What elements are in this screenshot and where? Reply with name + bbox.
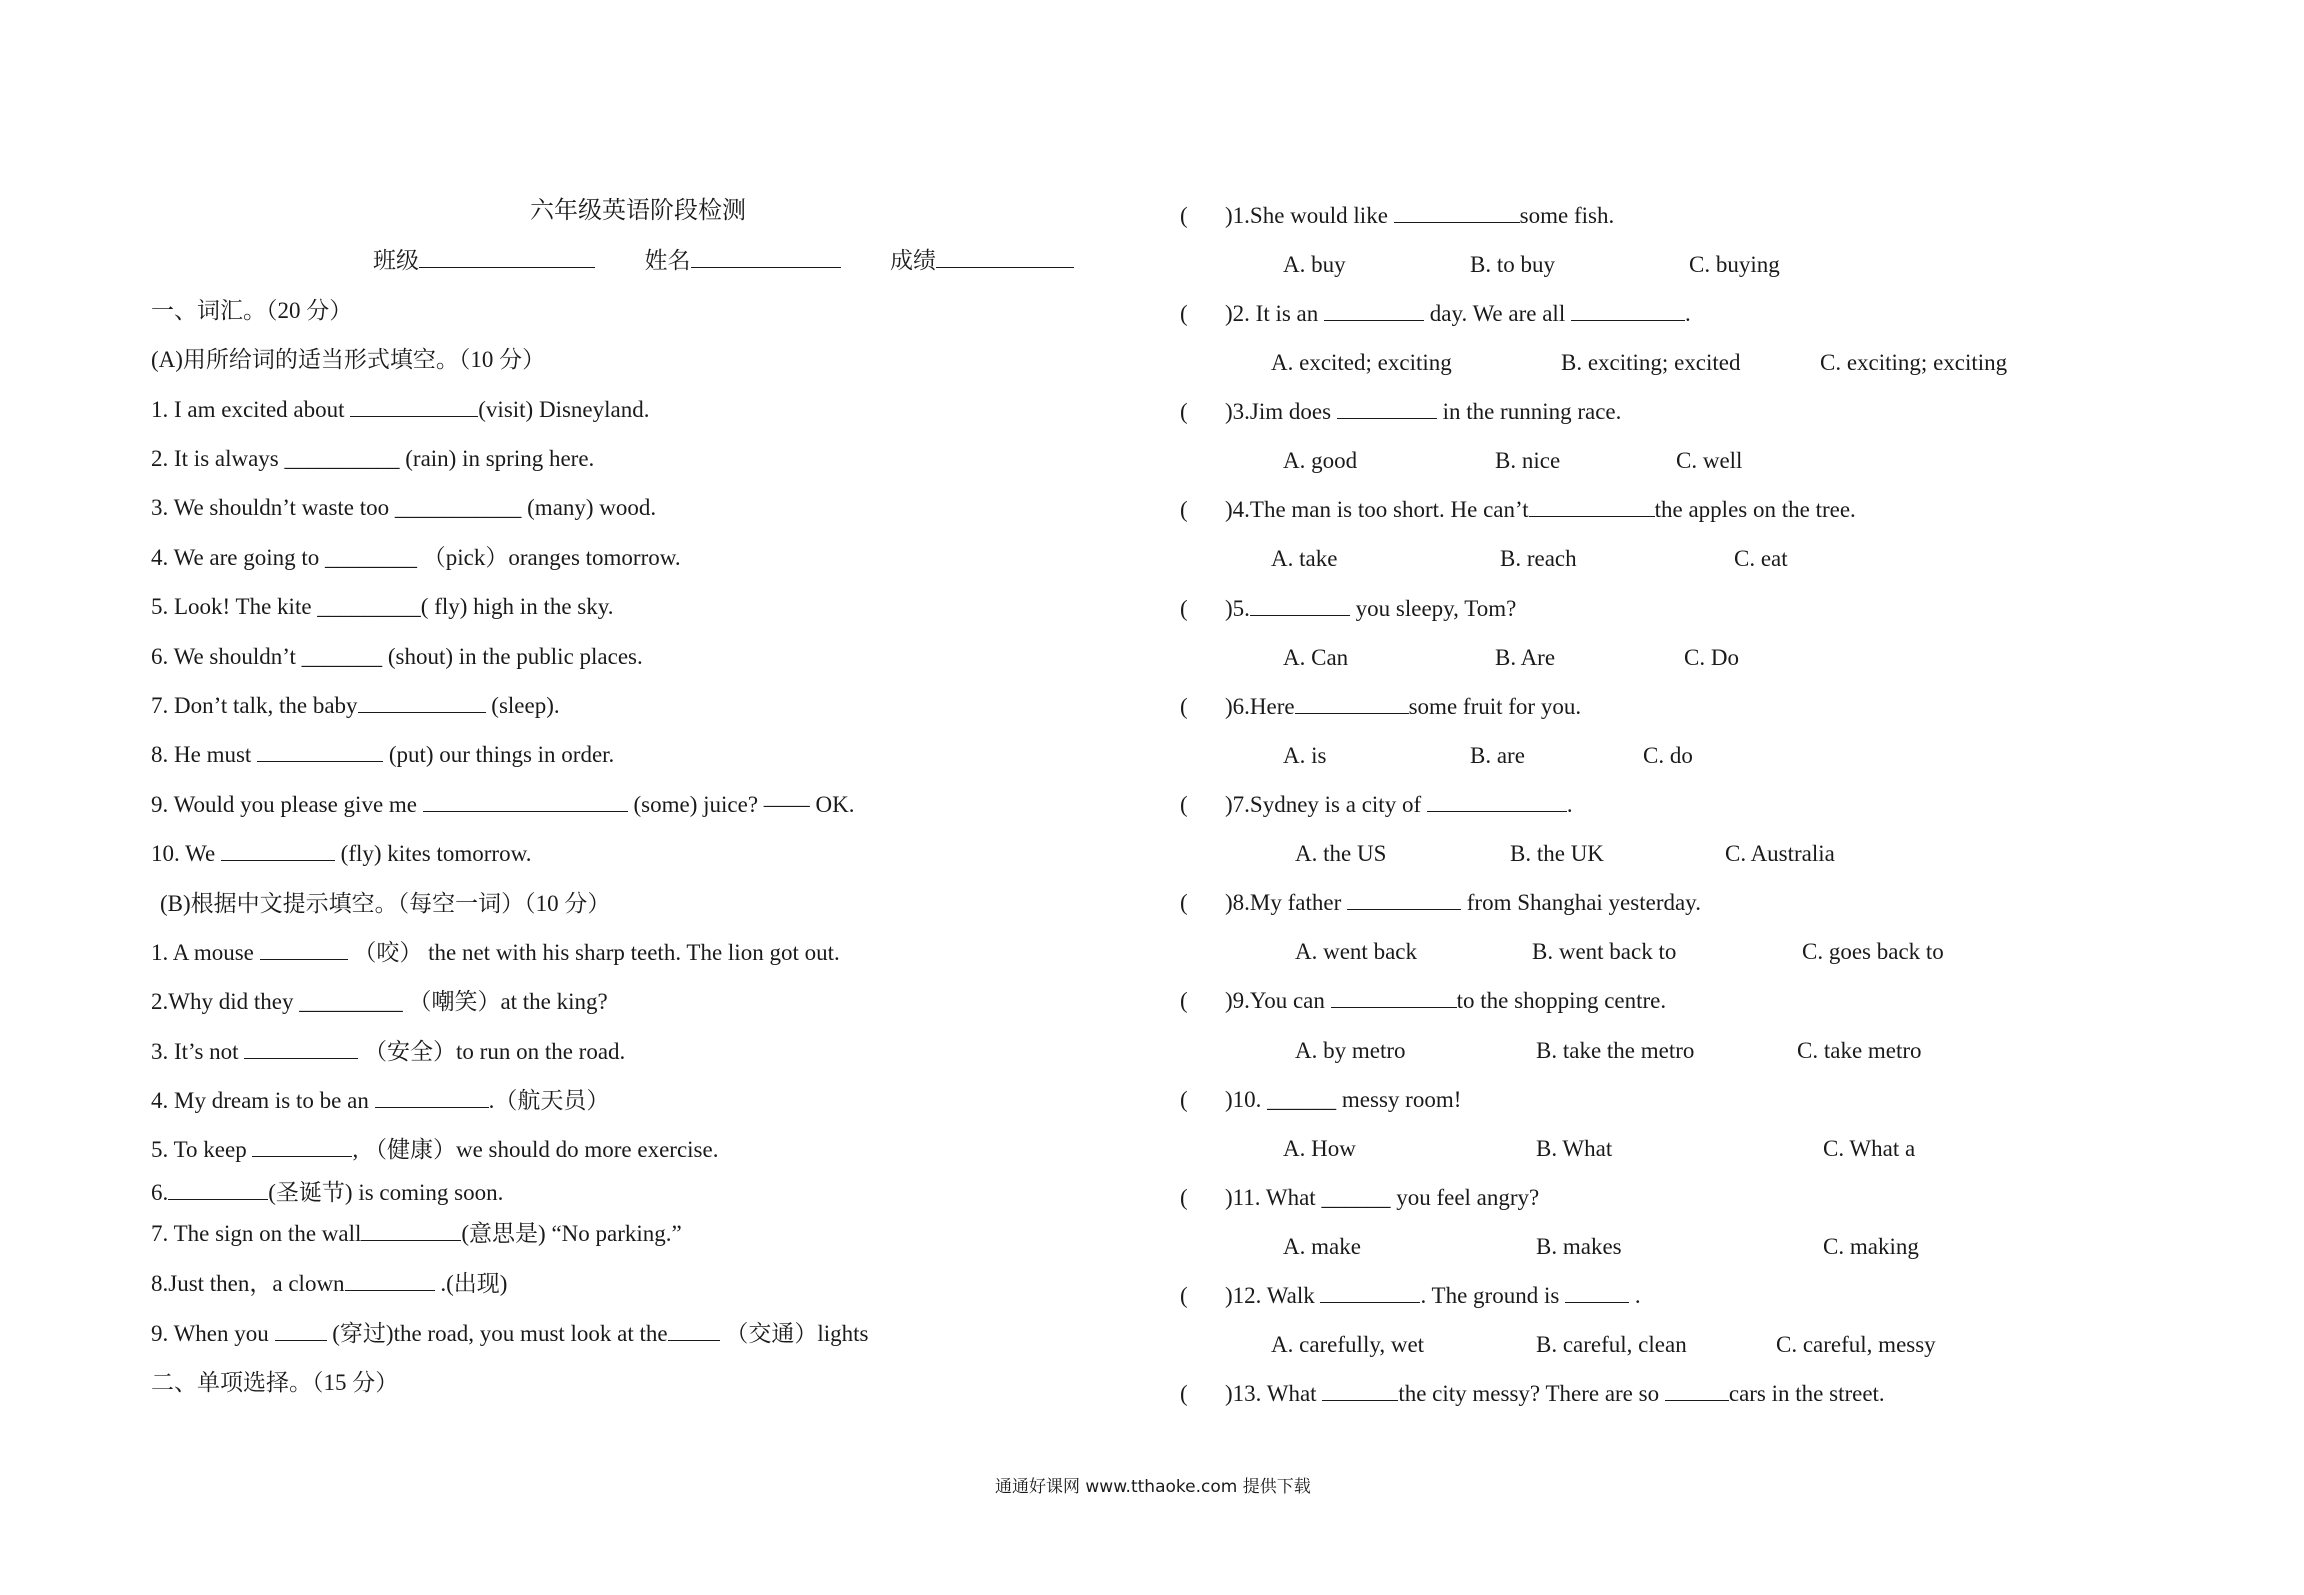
option-a[interactable]: A. is <box>1283 743 1327 768</box>
answer-blank[interactable] <box>358 692 486 713</box>
student-info-row <box>373 246 1074 276</box>
a-item-8: 8. He must (put) our things in order. <box>151 742 615 767</box>
option-b[interactable]: B. the UK <box>1510 841 1604 866</box>
option-b[interactable]: B. exciting; excited <box>1561 350 1741 375</box>
option-a[interactable]: A. make <box>1283 1234 1361 1259</box>
question-10: )10. ______ messy room! <box>1225 1087 1462 1112</box>
a-item-5: 5. Look! The kite _________( fly) high in the sky. <box>151 594 614 619</box>
option-b[interactable]: B. reach <box>1500 546 1577 571</box>
score-blank[interactable] <box>936 247 1074 268</box>
answer-blank[interactable] <box>1565 1282 1629 1303</box>
option-a[interactable]: A. excited; exciting <box>1271 350 1452 375</box>
option-c[interactable]: C. do <box>1643 743 1693 768</box>
answer-blank[interactable] <box>1337 398 1437 419</box>
question-13: )13. What the city messy? There are so cars in the street. <box>1225 1381 1885 1406</box>
option-c[interactable]: C. What a <box>1823 1136 1916 1161</box>
option-a[interactable]: A. Can <box>1283 645 1349 670</box>
answer-blank[interactable] <box>1331 987 1457 1008</box>
b-item-4: 4. My dream is to be an .（航天员） <box>151 1088 610 1113</box>
answer-blank[interactable] <box>252 1136 352 1157</box>
name-label: 姓名 <box>644 248 691 273</box>
answer-blank[interactable] <box>168 1179 268 1200</box>
answer-paren[interactable]: ( <box>1180 890 1188 915</box>
option-c[interactable]: C. exciting; exciting <box>1820 350 2008 375</box>
option-a[interactable]: A. went back <box>1295 939 1417 964</box>
a-item-4: 4. We are going to ________ （pick）oranges tomorrow. <box>151 545 681 570</box>
answer-paren[interactable]: ( <box>1180 988 1188 1013</box>
option-b[interactable]: B. careful, clean <box>1536 1332 1687 1357</box>
option-b[interactable]: B. nice <box>1495 448 1561 473</box>
answer-blank[interactable] <box>221 840 335 861</box>
answer-paren[interactable]: ( <box>1180 399 1188 424</box>
answer-blank[interactable] <box>345 1270 435 1291</box>
answer-paren[interactable]: ( <box>1180 596 1188 621</box>
answer-blank[interactable] <box>1665 1380 1729 1401</box>
question-5: )5. you sleepy, Tom? <box>1225 596 1517 621</box>
b-item-5: 5. To keep , （健康）we should do more exercise. <box>151 1137 719 1162</box>
option-c[interactable]: C. take metro <box>1797 1038 1922 1063</box>
a-item-1: 1. I am excited about (visit) Disneyland. <box>151 397 650 422</box>
answer-blank[interactable] <box>1320 1282 1420 1303</box>
answer-blank[interactable] <box>1529 496 1655 517</box>
footer-source: 通通好课网 www.tthaoke.com 提供下载 <box>995 1477 1311 1497</box>
option-c[interactable]: C. well <box>1676 448 1743 473</box>
answer-blank[interactable] <box>1250 595 1350 616</box>
option-c[interactable]: C. goes back to <box>1802 939 1944 964</box>
a-item-6: 6. We shouldn’t _______ (shout) in the public places. <box>151 644 643 669</box>
answer-blank[interactable] <box>257 741 383 762</box>
answer-blank[interactable] <box>350 396 478 417</box>
part-b-heading: (B)根据中文提示填空。（每空一词）（10 分） <box>160 891 611 916</box>
answer-paren[interactable]: ( <box>1180 792 1188 817</box>
option-c[interactable]: C. Do <box>1684 645 1739 670</box>
option-a[interactable]: A. buy <box>1283 252 1346 277</box>
page-title: 六年级英语阶段检测 <box>530 198 746 224</box>
answer-paren[interactable]: ( <box>1180 1087 1188 1112</box>
question-9: )9.You can to the shopping centre. <box>1225 988 1667 1013</box>
class-blank[interactable] <box>419 247 595 268</box>
a-item-10: 10. We (fly) kites tomorrow. <box>151 841 532 866</box>
section-choice-heading: 二、单项选择。（15 分） <box>151 1370 399 1395</box>
a-item-9: 9. Would you please give me (some) juice? —— OK. <box>151 792 855 817</box>
option-b[interactable]: B. What <box>1536 1136 1613 1161</box>
option-c[interactable]: C. careful, messy <box>1776 1332 1936 1357</box>
answer-blank[interactable] <box>1322 1380 1398 1401</box>
answer-paren[interactable]: ( <box>1180 694 1188 719</box>
question-3: )3.Jim does in the running race. <box>1225 399 1622 424</box>
option-b[interactable]: B. to buy <box>1470 252 1555 277</box>
option-a[interactable]: A. carefully, wet <box>1271 1332 1425 1357</box>
answer-blank[interactable] <box>361 1220 461 1241</box>
b-item-3: 3. It’s not （安全）to run on the road. <box>151 1039 626 1064</box>
answer-blank[interactable] <box>260 939 348 960</box>
question-4: )4.The man is too short. He can’t the apples on the tree. <box>1225 497 1856 522</box>
option-b[interactable]: B. went back to <box>1532 939 1677 964</box>
answer-blank[interactable] <box>1571 300 1685 321</box>
answer-paren[interactable]: ( <box>1180 301 1188 326</box>
option-b[interactable]: B. Are <box>1495 645 1556 670</box>
answer-blank[interactable] <box>1427 791 1567 812</box>
section-vocabulary-heading: 一、词汇。（20 分） <box>151 298 353 323</box>
question-2: )2. It is an day. We are all . <box>1225 301 1691 326</box>
option-c[interactable]: C. making <box>1823 1234 1919 1259</box>
a-item-3: 3. We shouldn’t waste too ___________ (many) wood. <box>151 495 657 520</box>
answer-blank[interactable] <box>1347 889 1461 910</box>
option-b[interactable]: B. take the metro <box>1536 1038 1695 1063</box>
b-item-1: 1. A mouse （咬） the net with his sharp teeth. The lion got out. <box>151 940 840 965</box>
answer-blank[interactable] <box>668 1320 720 1341</box>
answer-blank[interactable] <box>1394 202 1520 223</box>
option-c[interactable]: C. eat <box>1734 546 1788 571</box>
answer-paren[interactable]: ( <box>1180 1381 1188 1406</box>
question-11: )11. What ______ you feel angry? <box>1225 1185 1540 1210</box>
option-a[interactable]: A. take <box>1271 546 1338 571</box>
question-12: )12. Walk . The ground is . <box>1225 1283 1641 1308</box>
option-a[interactable]: A. good <box>1283 448 1358 473</box>
answer-blank[interactable] <box>244 1038 358 1059</box>
answer-blank[interactable] <box>275 1320 327 1341</box>
a-item-2: 2. It is always __________ (rain) in spring here. <box>151 446 595 471</box>
part-a-heading: (A)用所给词的适当形式填空。（10 分） <box>151 347 546 372</box>
option-a[interactable]: A. by metro <box>1295 1038 1406 1063</box>
question-1: )1.She would like some fish. <box>1225 203 1615 228</box>
answer-blank[interactable] <box>375 1087 489 1108</box>
option-c[interactable]: C. buying <box>1689 252 1780 277</box>
option-a[interactable]: A. the US <box>1295 841 1387 866</box>
option-c[interactable]: C. Australia <box>1725 841 1835 866</box>
answer-blank[interactable] <box>1324 300 1424 321</box>
class-label: 班级 <box>373 248 419 273</box>
name-blank[interactable] <box>691 247 841 268</box>
answer-paren[interactable]: ( <box>1180 203 1188 228</box>
answer-blank[interactable] <box>1295 693 1409 714</box>
b-item-2: 2.Why did they _________ （嘲笑）at the king? <box>151 989 608 1014</box>
answer-paren[interactable]: ( <box>1180 497 1188 522</box>
question-8: )8.My father from Shanghai yesterday. <box>1225 890 1701 915</box>
b-item-7: 7. The sign on the wall (意思是) “No parking.” <box>151 1221 682 1246</box>
option-b[interactable]: B. are <box>1470 743 1525 768</box>
b-item-9: 9. When you (穿过)the road, you must look at the （交通）lights <box>151 1321 869 1346</box>
score-label: 成绩 <box>890 248 936 273</box>
answer-paren[interactable]: ( <box>1180 1283 1188 1308</box>
question-6: )6.Here some fruit for you. <box>1225 694 1582 719</box>
option-a[interactable]: A. How <box>1283 1136 1356 1161</box>
b-item-6: 6. (圣诞节) is coming soon. <box>151 1180 504 1205</box>
a-item-7: 7. Don’t talk, the baby (sleep). <box>151 693 560 718</box>
answer-blank[interactable] <box>423 791 628 812</box>
question-7: )7.Sydney is a city of . <box>1225 792 1573 817</box>
b-item-8: 8.Just then，a clown .(出现) <box>151 1271 508 1296</box>
answer-paren[interactable]: ( <box>1180 1185 1188 1210</box>
option-b[interactable]: B. makes <box>1536 1234 1622 1259</box>
